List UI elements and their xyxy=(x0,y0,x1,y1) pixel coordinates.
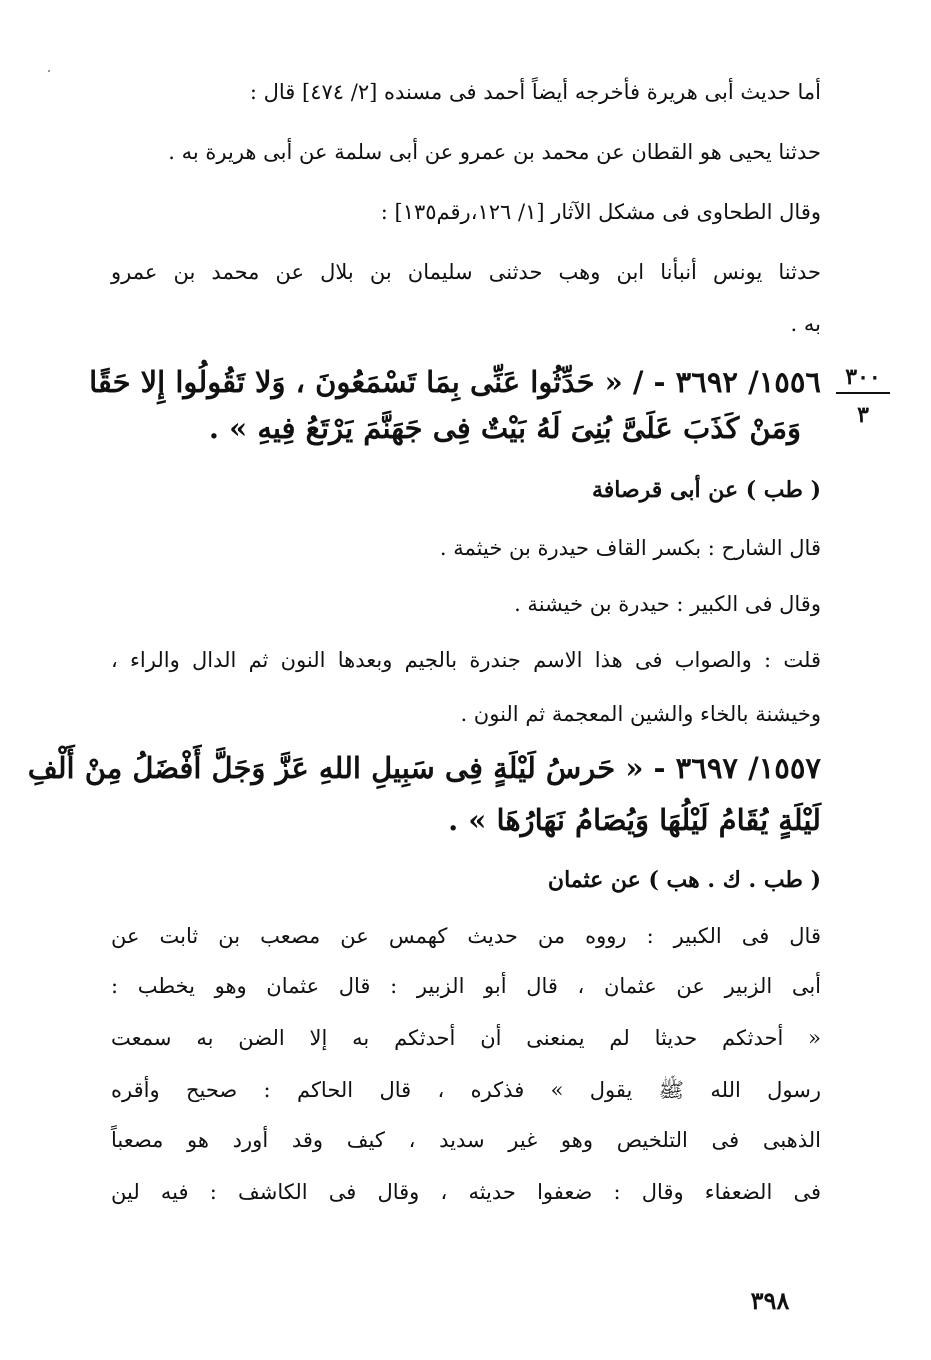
scan-speck xyxy=(48,70,50,72)
text-line-3: وقال الطحاوى فى مشكل الآثار [١/ ١٢٦،رقم١٣٥] : xyxy=(380,200,821,224)
margin-rule xyxy=(836,392,890,394)
text-line-1: أما حديث أبى هريرة فأخرجه أيضاً أحمد فى مسنده [٢/ ٤٧٤] قال : xyxy=(249,80,821,104)
hadith-1557-line-2: لَيْلَةٍ يُقَامُ لَيْلُهَا وَيُصَامُ نَهَارُهَا » . xyxy=(448,803,821,837)
text-line-11: وخيشنة بالخاء والشين المعجمة ثم النون . xyxy=(460,702,821,726)
text-line-2: حدثنا يحيى هو القطان عن محمد بن عمرو عن أبى سلمة عن أبى هريرة به . xyxy=(168,140,821,164)
text-line-4: حدثنا يونس أنبأنا ابن وهب حدثنى سليمان بن بلال عن محمد بن عمرو xyxy=(111,260,821,284)
text-line-15: قال فى الكبير : رووه من حديث كهمس عن مصعب بن ثابت عن xyxy=(111,924,821,948)
text-line-10: قلت : والصواب فى هذا الاسم جندرة بالجيم وبعدها النون ثم الدال والراء ، xyxy=(111,648,821,672)
text-line-18: رسول الله ﷺ يقول » فذكره ، قال الحاكم : صحيح وأقره xyxy=(111,1078,821,1102)
margin-note-bottom: ٣ xyxy=(857,402,869,428)
source-line-1556: ( طب ) عن أبى قرصافة xyxy=(591,477,821,503)
text-line-9: وقال فى الكبير : حيدرة بن خيشنة . xyxy=(514,592,821,616)
hadith-1556-line-2: وَمَنْ كَذَبَ عَلَىَّ بُنِىَ لَهُ بَيْتٌ فِى جَهَنَّمَ يَرْتَعُ فِيهِ » . xyxy=(208,411,801,445)
text-line-17: « أحدثكم حديثا لم يمنعنى أن أحدثكم به إلا الضن به سمعت xyxy=(111,1026,822,1050)
text-line-16: أبى الزبير عن عثمان ، قال أبو الزبير : قال عثمان وهو يخطب : xyxy=(111,974,821,998)
margin-note-top: ٣٠٠ xyxy=(845,364,881,390)
text-line-8: قال الشارح : بكسر القاف حيدرة بن خيثمة . xyxy=(439,536,821,560)
text-line-5: به . xyxy=(790,312,821,336)
page-number: ٣٩٨ xyxy=(750,1286,790,1315)
text-line-19: الذهبى فى التلخيص وهو غير سديد ، كيف وقد أورد هو مصعباً xyxy=(111,1128,821,1152)
source-line-1557: ( طب . ك . هب ) عن عثمان xyxy=(547,867,821,893)
hadith-1557-line-1: ١٥٥٧/ ٣٦٩٧ - « حَرسُ لَيْلَةٍ فِى سَبِيلِ اللهِ عَزَّ وَجَلَّ أَفْضَلُ مِنْ أَلْفِ xyxy=(27,751,821,785)
hadith-1556-line-1: ١٥٥٦/ ٣٦٩٢ - / « حَدِّثُوا عَنِّى بِمَا تَسْمَعُونَ ، وَلا تَقُولُوا إِلا حَقًا xyxy=(89,365,821,399)
text-line-20: فى الضعفاء وقال : ضعفوا حديثه ، وقال فى الكاشف : فيه لين xyxy=(111,1180,821,1204)
